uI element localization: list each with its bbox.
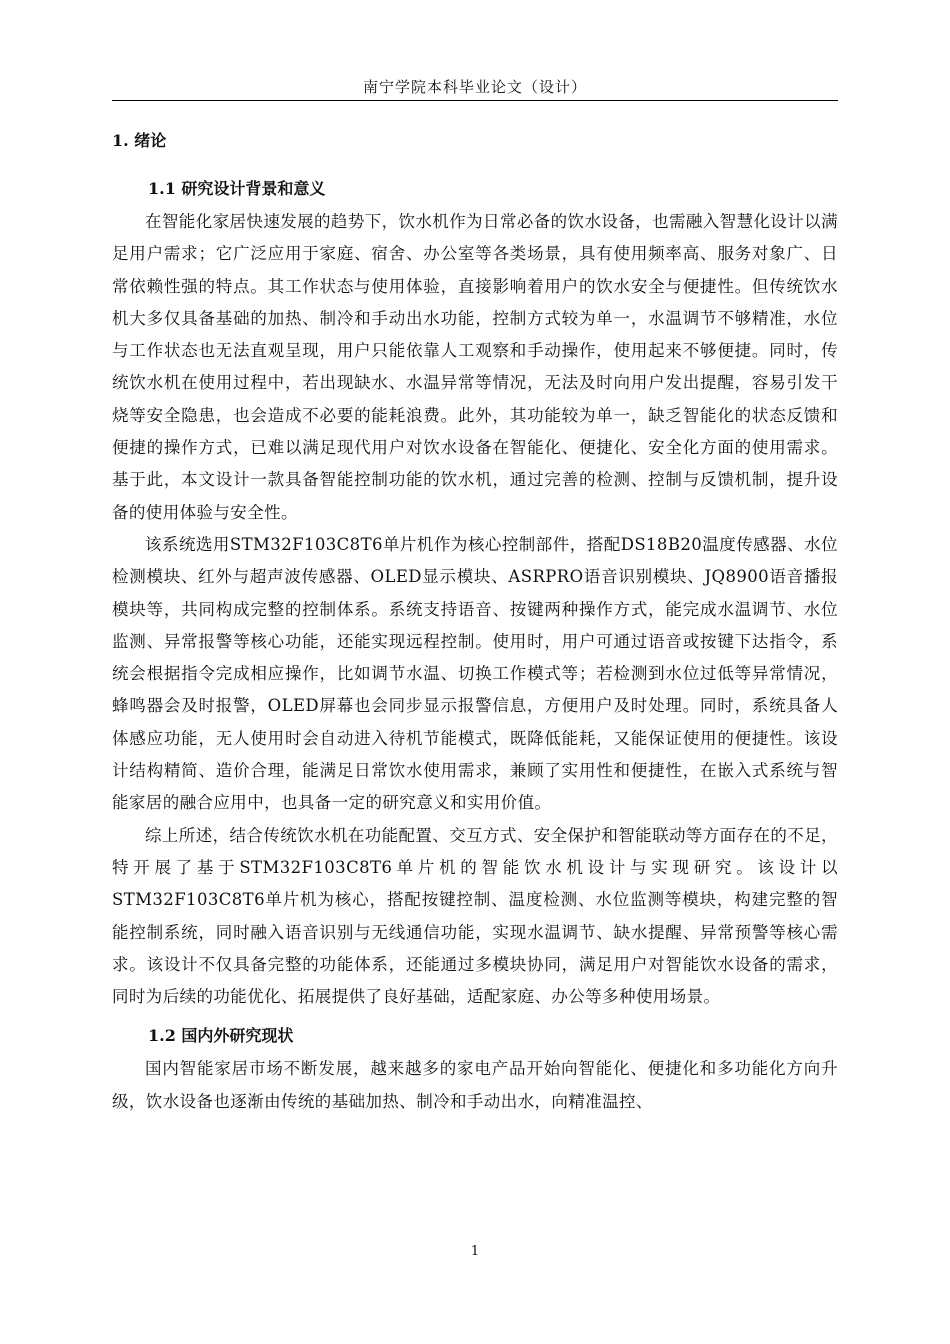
header-divider [112,100,838,101]
paragraph: 综上所述，结合传统饮水机在功能配置、交互方式、安全保护和智能联动等方面存在的不足，特开展了基于STM32F103C8T6单片机的智能饮水机设计与实现研究。该设计以STM32F103C8T6单片机为核心，搭配按键控制、温度检测、水位监测等模块，构建完整的智能控制系统，同时融入语音识别与无线通信功能，实现水温调节、缺水提醒、异常预警等核心需求。该设计不仅具备完整的功能体系，还能通过多模块协同，满足用户对智能饮水设备的需求，同时为后续的功能优化、拓展提供了良好基础，适配家庭、办公等多种使用场景。 [112,825,838,1007]
paragraph: 在智能化家居快速发展的趋势下，饮水机作为日常必备的饮水设备，也需融入智慧化设计以满足用户需求；它广泛应用于家庭、宿舍、办公室等各类场景，具有使用频率高、服务对象广、日常依赖性强的特点。其工作状态与使用体验，直接影响着用户的饮水安全与便捷性。但传统饮水机大多仅具备基础的加热、制冷和手动出水功能，控制方式较为单一，水温调节不够精准，水位与工作状态也无法直观呈现，用户只能依靠人工观察和手动操作，使用起来不够便捷。同时，传统饮水机在使用过程中，若出现缺水、水温异常等情况，无法及时向用户发出提醒，容易引发干烧等安全隐患，也会造成不必要的能耗浪费。此外，其功能较为单一，缺乏智能化的状态反馈和便捷的操作方式，已难以满足现代用户对饮水设备在智能化、便捷化、安全化方面的使用需求。基于此，本文设计一款具备智能控制功能的饮水机，通过完善的检测、控制与反馈机制，提升设备的使用体验与安全性。 [112,212,838,522]
paragraph: 该系统选用STM32F103C8T6单片机作为核心控制部件，搭配DS18B20温度传感器、水位检测模块、红外与超声波传感器、OLED显示模块、ASRPRO语音识别模块、JQ8900语音播报模块等，共同构成完整的控制体系。系统支持语音、按键两种操作方式，能完成水温调节、水位监测、异常报警等核心功能，还能实现远程控制。使用时，用户可通过语音或按键下达指令，系统会根据指令完成相应操作，比如调节水温、切换工作模式等；若检测到水位过低等异常情况，蜂鸣器会及时报警，OLED屏幕也会同步显示报警信息，方便用户及时处理。同时，系统具备人体感应功能，无人使用时会自动进入待机节能模式，既降低能耗，又能保证使用的便捷性。该设计结构精简、造价合理，能满足日常饮水使用需求，兼顾了实用性和便捷性，在嵌入式系统与智能家居的融合应用中，也具备一定的研究意义和实用价值。 [112,534,838,813]
document-body [112,124,838,1118]
chapter-title: 1. 绪论 [112,131,167,150]
paragraph: 国内智能家居市场不断发展，越来越多的家电产品开始向智能化、便捷化和多功能化方向升级，饮水设备也逐渐由传统的基础加热、制冷和手动出水，向精准温控、 [112,1059,838,1111]
section-title: 1.1 研究设计背景和意义 [148,179,326,198]
section-title: 1.2 国内外研究现状 [148,1026,294,1046]
page-header: 南宁学院本科毕业论文（设计） [362,78,587,96]
page-number: 1 [470,1244,480,1259]
